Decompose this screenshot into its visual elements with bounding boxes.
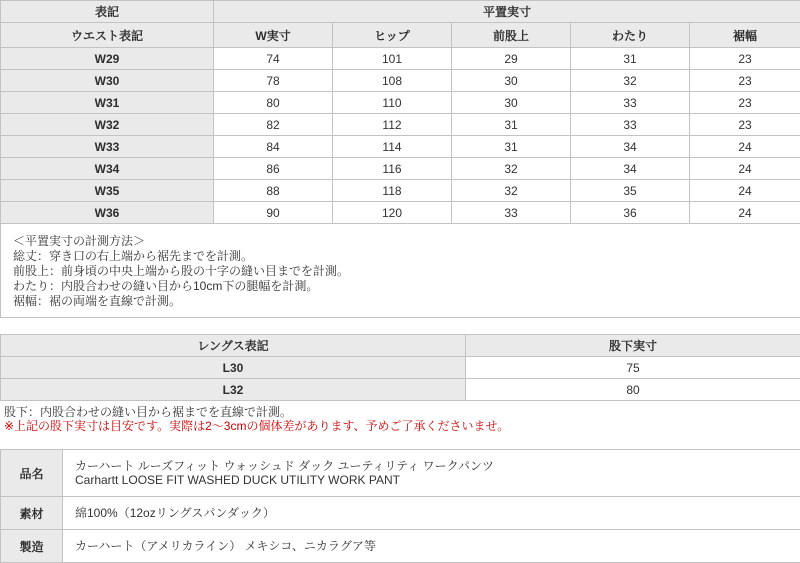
size-value-cell: 101 xyxy=(333,48,452,70)
size-row xyxy=(1,48,800,70)
material-row xyxy=(1,497,800,530)
size-value-cell: 32 xyxy=(571,70,690,92)
size-value-cell: 74 xyxy=(214,48,333,70)
size-label-cell: W33 xyxy=(1,136,214,158)
size-table-column-header-row xyxy=(1,23,800,48)
manufacture-value: カーハート（アメリカライン） メキシコ、ニカラグア等 xyxy=(63,530,800,563)
product-name-row xyxy=(1,450,800,497)
size-label-cell: W34 xyxy=(1,158,214,180)
column-header-w-actual: W実寸 xyxy=(214,23,333,48)
size-value-cell: 116 xyxy=(333,158,452,180)
size-value-cell: 33 xyxy=(571,114,690,136)
manufacture-label: 製造 xyxy=(1,530,63,563)
length-label-cell: L32 xyxy=(1,379,466,401)
size-value-cell: 114 xyxy=(333,136,452,158)
measurement-method-row xyxy=(1,224,800,318)
size-value-cell: 112 xyxy=(333,114,452,136)
size-label-cell: W32 xyxy=(1,114,214,136)
size-label-cell: W31 xyxy=(1,92,214,114)
flat-measurement-header-cell: 平置実寸 xyxy=(214,1,800,23)
inseam-value-cell: 80 xyxy=(466,379,800,401)
size-value-cell: 36 xyxy=(571,202,690,224)
size-label-cell: W35 xyxy=(1,180,214,202)
size-value-cell: 35 xyxy=(571,180,690,202)
size-value-cell: 84 xyxy=(214,136,333,158)
size-value-cell: 34 xyxy=(571,136,690,158)
product-name-en: Carhartt LOOSE FIT WASHED DUCK UTILITY WORK PANT xyxy=(75,473,792,487)
size-value-cell: 24 xyxy=(690,202,800,224)
column-header-waist: ウエスト表記 xyxy=(1,23,214,48)
product-name-cell xyxy=(63,450,800,497)
measurement-method-note xyxy=(1,224,800,318)
product-info-table xyxy=(0,449,800,563)
size-table-group-header-row xyxy=(1,1,800,23)
size-value-cell: 120 xyxy=(333,202,452,224)
column-header-hem: 裾幅 xyxy=(690,23,800,48)
material-label: 素材 xyxy=(1,497,63,530)
size-label-cell: W29 xyxy=(1,48,214,70)
column-header-hip: ヒップ xyxy=(333,23,452,48)
inseam-measure-note: 股下：内股合わせの縫い目から裾までを直線で計測。 xyxy=(4,405,800,419)
size-label-cell: W36 xyxy=(1,202,214,224)
size-value-cell: 82 xyxy=(214,114,333,136)
size-value-cell: 31 xyxy=(452,136,571,158)
size-value-cell: 30 xyxy=(452,70,571,92)
size-value-cell: 24 xyxy=(690,158,800,180)
size-row xyxy=(1,158,800,180)
inseam-value-cell: 75 xyxy=(466,357,800,379)
size-value-cell: 23 xyxy=(690,48,800,70)
notation-header-cell: 表記 xyxy=(1,1,214,23)
size-value-cell: 24 xyxy=(690,136,800,158)
size-value-cell: 23 xyxy=(690,92,800,114)
product-name-label: 品名 xyxy=(1,450,63,497)
length-row xyxy=(1,357,800,379)
size-value-cell: 31 xyxy=(452,114,571,136)
method-line-thigh: わたり：内股合わせの縫い目から10cm下の腿幅を計測。 xyxy=(13,279,788,294)
size-row xyxy=(1,136,800,158)
size-row xyxy=(1,70,800,92)
size-value-cell: 29 xyxy=(452,48,571,70)
length-label-cell: L30 xyxy=(1,357,466,379)
product-name-ja: カーハート ルーズフィット ウォッシュド ダック ユーティリティ ワークパンツ xyxy=(75,459,792,473)
size-value-cell: 31 xyxy=(571,48,690,70)
size-value-cell: 33 xyxy=(571,92,690,114)
size-value-cell: 88 xyxy=(214,180,333,202)
section-gap xyxy=(0,318,800,334)
size-value-cell: 86 xyxy=(214,158,333,180)
inseam-header-cell: 股下実寸 xyxy=(466,335,800,357)
column-header-thigh: わたり xyxy=(571,23,690,48)
inseam-notes xyxy=(0,401,800,433)
size-value-cell: 118 xyxy=(333,180,452,202)
length-table xyxy=(0,334,800,401)
size-value-cell: 24 xyxy=(690,180,800,202)
size-row xyxy=(1,114,800,136)
method-title: ＜平置実寸の計測方法＞ xyxy=(13,234,788,249)
material-value: 綿100%（12ozリングスパンダック） xyxy=(63,497,800,530)
size-value-cell: 32 xyxy=(452,158,571,180)
size-value-cell: 108 xyxy=(333,70,452,92)
length-notation-header-cell: レングス表記 xyxy=(1,335,466,357)
column-header-front-rise: 前股上 xyxy=(452,23,571,48)
size-value-cell: 78 xyxy=(214,70,333,92)
size-value-cell: 23 xyxy=(690,114,800,136)
size-value-cell: 80 xyxy=(214,92,333,114)
size-value-cell: 34 xyxy=(571,158,690,180)
method-line-total-length: 総丈：穿き口の右上端から裾先までを計測。 xyxy=(13,249,788,264)
method-line-hem: 裾幅：裾の両端を直線で計測。 xyxy=(13,294,788,309)
size-value-cell: 33 xyxy=(452,202,571,224)
length-row xyxy=(1,379,800,401)
size-value-cell: 90 xyxy=(214,202,333,224)
length-header-row xyxy=(1,335,800,357)
size-value-cell: 23 xyxy=(690,70,800,92)
size-value-cell: 30 xyxy=(452,92,571,114)
manufacture-row xyxy=(1,530,800,563)
size-value-cell: 110 xyxy=(333,92,452,114)
method-line-front-rise: 前股上：前身頃の中央上端から股の十字の縫い目までを計測。 xyxy=(13,264,788,279)
section-gap xyxy=(0,433,800,449)
size-row xyxy=(1,180,800,202)
size-label-cell: W30 xyxy=(1,70,214,92)
inseam-disclaimer-note: ※上記の股下実寸は目安です。実際は2〜3cmの個体差があります、予めご了承くださいませ。 xyxy=(4,419,800,433)
size-row xyxy=(1,202,800,224)
size-row xyxy=(1,92,800,114)
size-value-cell: 32 xyxy=(452,180,571,202)
